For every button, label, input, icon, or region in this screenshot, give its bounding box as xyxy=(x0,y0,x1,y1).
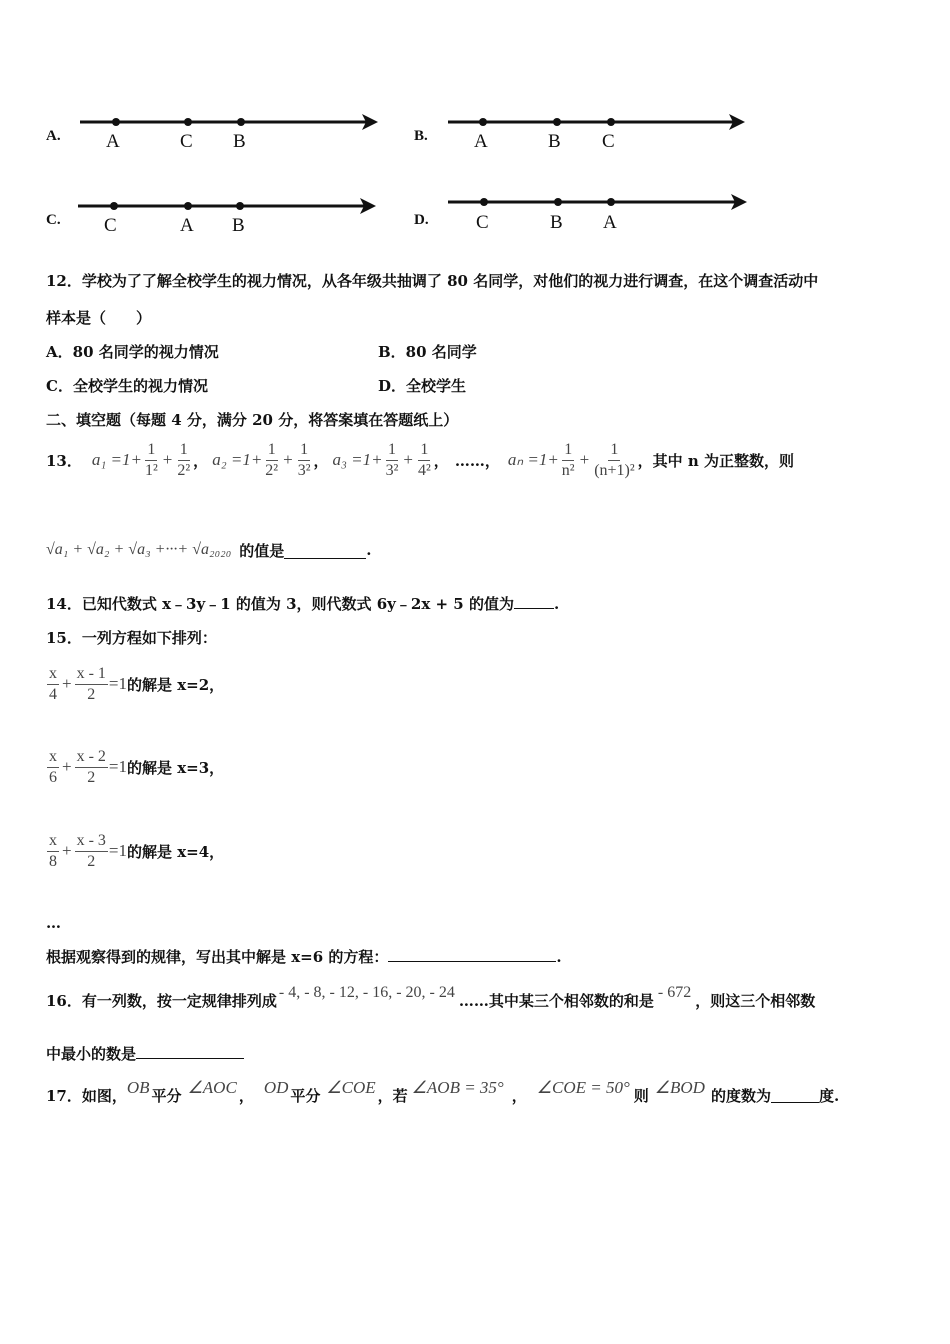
point-label: A xyxy=(106,131,120,152)
point-label: A xyxy=(474,131,488,152)
q12-option-d: D．全校学生 xyxy=(378,377,467,395)
answer-blank[interactable] xyxy=(514,594,554,609)
answer-blank[interactable] xyxy=(771,1088,819,1103)
answer-blank[interactable] xyxy=(136,1044,244,1059)
fraction: $\frac{1}{\text{4²}}$ xyxy=(418,440,431,479)
q14-text: 14．已知代数式 x﹣3y﹣1 的值为 3，则代数式 6y﹣2x + 5 的值为 xyxy=(46,595,514,613)
fraction: $\frac{1}{\text{3²}}$ xyxy=(385,440,399,479)
q12-line1: 12．学校为了了解全校学生的视力情况，从各年级共抽调了 80 名同学，对他们的视力进行调查，在这个调查活动中 xyxy=(46,272,819,290)
point-label: C xyxy=(180,131,193,152)
q16-row xyxy=(46,982,815,1018)
point-label: B xyxy=(548,131,561,152)
number-line-c xyxy=(70,192,390,242)
q13-sum-row: √a₁ + √a₂ + √a₃ +···+ √a₂₀₂₀ 的值是 . xyxy=(46,541,372,560)
fraction: $\frac{1}{\text{1²}}$ xyxy=(144,440,158,479)
q15-title: 15．一列方程如下排列： xyxy=(46,629,217,647)
fraction: $\frac{1}{\text{n²}}$ xyxy=(561,440,575,479)
q15-ask-row: 根据观察得到的规律，写出其中解是 x=6 的方程： . xyxy=(46,948,562,966)
q13-a3: a₃ =1+ xyxy=(332,450,383,469)
q15-ask: 根据观察得到的规律，写出其中解是 x=6 的方程： xyxy=(46,948,389,966)
q13-ask: 的值是 xyxy=(239,541,285,560)
option-b-label: B. xyxy=(414,128,428,144)
fraction: $\frac{1}{\text{(n+1)²}}$ xyxy=(594,440,635,479)
q16-mid: ……其中某三个相邻数的和是 xyxy=(458,991,654,1010)
q13-a1: a₁ =1+ xyxy=(91,450,142,469)
q13-ellipsis: ……， xyxy=(454,451,500,470)
point-label: C xyxy=(476,212,489,233)
point-label: C xyxy=(602,131,615,152)
option-c-label: C. xyxy=(46,212,61,228)
answer-blank[interactable] xyxy=(284,542,366,559)
q13-number: 13． xyxy=(46,451,82,470)
answer-blank[interactable] xyxy=(388,947,556,962)
q15-equation-2: $\frac{x}{6}$ + $\frac{x - 2}{2}$ =1 的解是 x=3， xyxy=(49,747,225,786)
q14-row: 14．已知代数式 x﹣3y﹣1 的值为 3，则代数式 6y﹣2x + 5 的值为 . xyxy=(46,595,560,613)
q13-a2: a₂ =1+ xyxy=(212,450,263,469)
q17-pre: 17．如图， xyxy=(46,1086,127,1105)
q13-tail: ，其中 n 为正整数，则 xyxy=(637,451,795,470)
q15-solution: 的解是 x=3， xyxy=(127,758,225,777)
q15-ellipsis: … xyxy=(46,914,61,932)
q12-option-c: C．全校学生的视力情况 xyxy=(46,377,208,395)
q16-post: ，则这三个相邻数 xyxy=(695,991,816,1010)
q16-sum: - 672 xyxy=(657,984,692,1001)
q13-sqrt-sum: √a₁ + √a₂ + √a₃ +···+ √a₂₀₂₀ xyxy=(46,541,232,558)
q15-solution: 的解是 x=2， xyxy=(127,675,225,694)
point-label: B xyxy=(233,131,246,152)
q12-option-b: B．80 名同学 xyxy=(378,343,477,361)
fraction: $\frac{1}{\text{3²}}$ xyxy=(297,440,311,479)
q12-option-a: A．80 名同学的视力情况 xyxy=(46,343,219,361)
point-label: B xyxy=(550,212,563,233)
option-a-label: A. xyxy=(46,128,61,144)
q13-formula-row: 13． a₁ =1+ $\frac{1}{\text{1²}}$ + $\frac{1}{\text{2²}}$ ， a₂ =1+ $\frac{1}{\text{2²}}$ + $\frac{1}{\text{3²}}$ ， a₃ =1+ $\frac{1}{\text{3²}}$ + $\frac{1}{\text{4²}}$ ， ……， aₙ =1+ $\frac{1}{\text{n²}}$ + $\frac{1}{\text{(n+1)²}}$ ，其中 n 为正整数，则 xyxy=(46,440,795,479)
q15-equation-3: $\frac{x}{8}$ + $\frac{x - 3}{2}$ =1 的解是 x=4， xyxy=(49,831,225,870)
q13-an: aₙ =1+ xyxy=(507,450,559,469)
section-heading: 二、填空题（每题 4 分，满分 20 分，将答案填在答题纸上） xyxy=(46,411,459,429)
fraction: $\frac{1}{\text{2²}}$ xyxy=(177,440,191,479)
fraction: $\frac{1}{\text{2²}}$ xyxy=(265,440,279,479)
number-line-b xyxy=(440,108,760,158)
option-d-label: D. xyxy=(414,212,429,228)
q15-equation-1: $\frac{x}{4}$ + $\frac{x - 1}{2}$ =1 的解是 x=2， xyxy=(49,664,225,703)
q16-pre: 16．有一列数，按一定规律排列成 xyxy=(46,991,277,1010)
point-label: B xyxy=(232,215,245,236)
point-label: A xyxy=(180,215,194,236)
point-label: A xyxy=(603,212,617,233)
q17-row: 17．如图， OB 平分 ∠AOC ， OD 平分 ∠COE ，若 ∠AOB = 35° ， ∠COE = 50° 则 ∠BOD 的度数为 度. xyxy=(46,1078,840,1105)
point-label: C xyxy=(104,215,117,236)
q15-solution: 的解是 x=4， xyxy=(127,842,225,861)
q12-line2: 样本是（ ） xyxy=(46,309,152,327)
q16-sequence: - 4, - 8, - 12, - 16, - 20, - 24 xyxy=(278,984,455,1001)
q16-line2: 中最小的数是 xyxy=(46,1043,244,1064)
